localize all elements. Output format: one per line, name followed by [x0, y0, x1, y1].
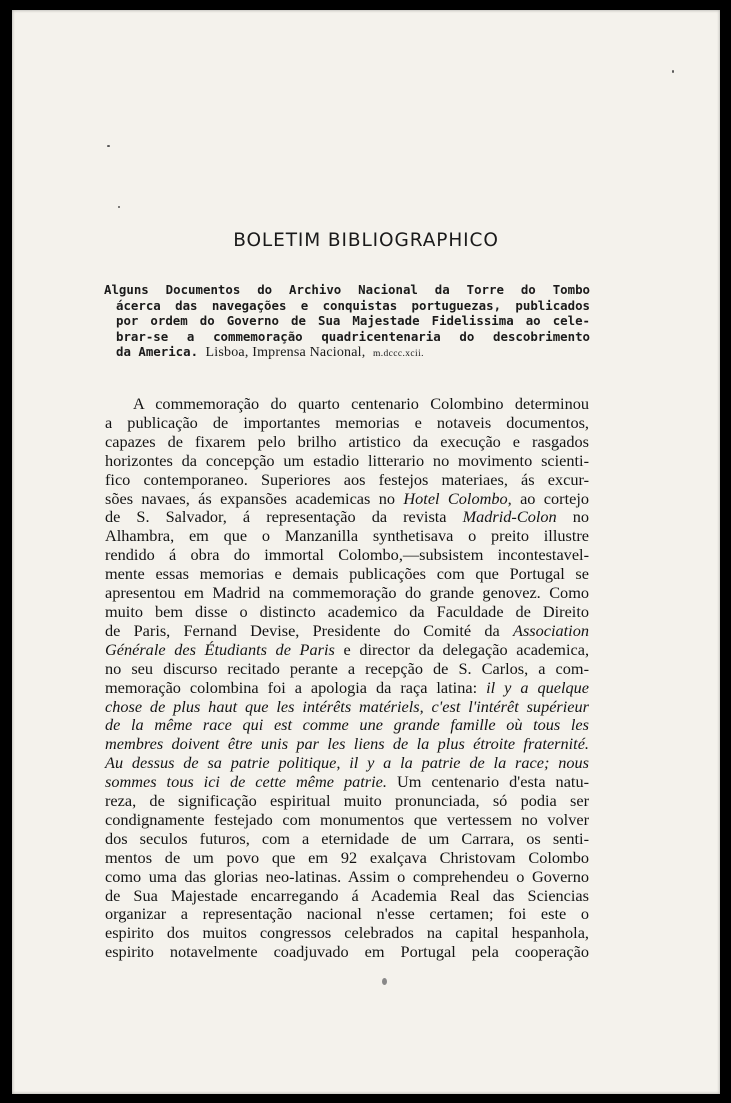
text-segment: Alhambra, em que o Manzanilla synthetisava o preito illustre [105, 526, 589, 546]
italic-text: Hotel Colombo, [403, 488, 512, 508]
italic-text: membres doivent être unis par les liens de la plus étroite fraternité. [105, 734, 589, 754]
speck-mark [107, 145, 110, 147]
citation-line: Alguns Documentos do Archivo Nacional da Torre do Tombo [104, 282, 590, 297]
text-segment: de Sua Majestade encarregando á Academia Real das Sciencias [105, 885, 589, 905]
citation-line [104, 344, 590, 363]
text-line [105, 622, 589, 641]
text-segment: espirito notavelmente coadjuvado em Portugal pela cooperação [105, 942, 589, 962]
text-segment: reza, de significação espiritual muito pronunciada, só podia ser [105, 791, 589, 811]
text-segment: muito bem disse o distincto academico da Faculdade de Direito [105, 601, 589, 621]
text-segment: e director da delegação academica, [334, 639, 590, 659]
speck-mark [382, 978, 387, 985]
text-line [105, 584, 589, 603]
text-line [105, 641, 589, 660]
text-segment: como uma das glorias neo-latinas. Assim o comprehendeu o Governo [105, 866, 589, 886]
italic-text: de la même race qui est comme une grande famille où tous les [105, 715, 589, 735]
italic-text: Générale des Étudiants de Paris [105, 639, 335, 659]
italic-text: Madrid-Colon [462, 507, 557, 527]
citation-line: brar-se a commemoração quadricentenaria do descobrimento [116, 328, 590, 344]
text-line [105, 924, 589, 943]
document-page [12, 10, 720, 1094]
text-line [105, 527, 589, 546]
text-segment: organizar a representação nacional n'esse certamen; foi este o [105, 904, 589, 924]
text-line [105, 735, 589, 754]
text-segment: mentos de um povo que em 92 exalçava Christovam Colombo [105, 847, 589, 867]
text-segment: apresentou em Madrid na commemoração do grande genovez. Como [105, 583, 589, 603]
citation-publisher: Lisboa, Imprensa Nacional, [205, 345, 366, 361]
text-line [105, 471, 589, 490]
text-segment: Um centenario d'esta natu- [386, 772, 590, 792]
italic-text: sommes tous ici de cette même patrie. [105, 772, 387, 792]
text-segment: no seu discurso recitado perante a recepção de S. Carlos, a com- [105, 658, 589, 678]
italic-text: chose de plus haut que les intérêts matériels, c'est l'intérêt supérieur [105, 696, 589, 716]
citation-title-end: da America. [116, 344, 199, 360]
text-line [105, 849, 589, 868]
text-line [105, 565, 589, 584]
text-segment: rendido á obra do immortal Colombo,—subsistem incontestavel- [105, 545, 589, 565]
citation-line: ácerca das navegações e conquistas portuguezas, publicados [116, 297, 590, 313]
text-line [105, 868, 589, 887]
italic-text: Au dessus de sa patrie politique, il y a la patrie de la race; nous [105, 753, 589, 773]
page-title: BOLETIM BIBLIOGRAPHICO [233, 230, 499, 251]
citation-year: m.dccc.xcii. [372, 349, 424, 360]
text-line [105, 716, 589, 735]
text-segment: horizontes da concepção um estadio litterario no movimento scienti- [105, 450, 589, 470]
text-line [105, 414, 589, 433]
citation-line: por ordem do Governo de Sua Majestade Fidelissima ao cele- [116, 313, 590, 329]
text-line [105, 452, 589, 471]
text-line [105, 754, 589, 773]
text-segment: ao cortejo [511, 488, 590, 508]
italic-text: il y a quelque [486, 677, 589, 697]
text-segment: condignamente festejado com monumentos que vertessem no volver [105, 809, 589, 829]
text-segment: espirito dos muitos congressos celebrados na capital hespanhola, [105, 923, 589, 943]
text-line [105, 698, 589, 717]
text-line [105, 660, 589, 679]
text-line [105, 546, 589, 565]
article-body [105, 395, 589, 962]
text-line [105, 830, 589, 849]
text-line [105, 603, 589, 622]
text-segment: de S. Salvador, á representação da revista [105, 507, 463, 527]
text-segment: capazes de fixarem pelo brilho artistico da execução e rasgados [105, 431, 589, 451]
text-line [105, 905, 589, 924]
text-line [105, 395, 589, 414]
text-segment: dos seculos futuros, com a eternidade de um Carrara, os senti- [105, 828, 589, 848]
text-line [105, 490, 589, 509]
text-segment: no [556, 507, 589, 527]
bibliographic-citation [104, 282, 590, 363]
text-segment: fico contemporaneo. Superiores aos festejos materiaes, ás excur- [105, 469, 589, 489]
text-segment: mente essas memorias e demais publicações com que Portugal se [105, 564, 589, 584]
text-segment: a publicação de importantes memorias e notaveis documentos, [105, 412, 589, 432]
text-segment: sões navaes, ás expansões academicas no [105, 488, 404, 508]
text-line [105, 792, 589, 811]
speck-mark [118, 206, 120, 208]
text-line [105, 773, 589, 792]
text-segment: de Paris, Fernand Devise, Presidente do Comité da [105, 620, 514, 640]
italic-text: Association [513, 620, 589, 640]
text-line [105, 887, 589, 906]
text-line [105, 679, 589, 698]
speck-mark [672, 70, 674, 73]
text-segment: A commemoração do quarto centenario Colombino determinou [133, 394, 589, 413]
text-line [105, 943, 589, 962]
text-segment: memoração colombina foi a apologia da raça latina: [105, 677, 487, 697]
text-line [105, 508, 589, 527]
text-line [105, 811, 589, 830]
text-line [105, 433, 589, 452]
